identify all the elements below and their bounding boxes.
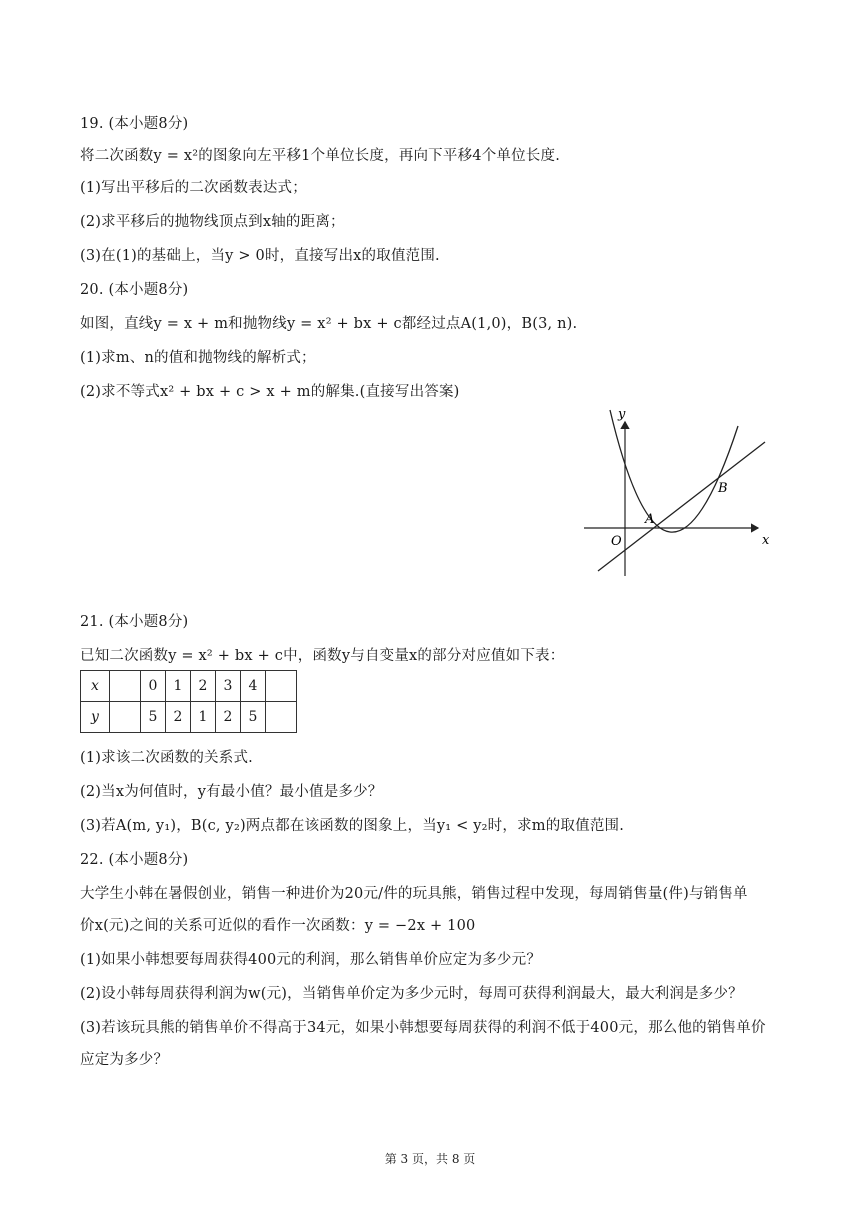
q22-part-2: (2)设小韩每周获得利润为w(元)，当销售单价定为多少元时，每周可获得利润最大，最大利润是多少？: [80, 986, 743, 1002]
q20-header: 20. (本小题8分): [80, 282, 189, 298]
table-cell-empty: [110, 702, 141, 733]
q20-part-1: (1)求m、n的值和抛物线的解析式；: [80, 350, 316, 366]
q21-part-1: (1)求该二次函数的关系式.: [80, 750, 253, 766]
table-cell-empty: [266, 671, 297, 702]
table-cell: 2: [216, 702, 241, 733]
y-axis-label: y: [618, 407, 626, 422]
point-a-label: A: [645, 512, 655, 527]
table-cell: 5: [141, 702, 166, 733]
page-footer: 第 3 页，共 8 页: [384, 1152, 476, 1166]
table-cell-empty: [110, 671, 141, 702]
parabola-curve: [610, 410, 738, 532]
q20-figure: [580, 404, 780, 580]
point-b-label: B: [718, 481, 728, 496]
q19-part-1: (1)写出平移后的二次函数表达式；: [80, 180, 307, 196]
line-y-eq-x-plus-m: [598, 442, 765, 571]
q19-header: 19. (本小题8分): [80, 116, 189, 132]
q19-part-2: (2)求平移后的抛物线顶点到x轴的距离；: [80, 214, 345, 230]
q20-stem: 如图，直线y = x + m和抛物线y = x² + bx + c都经过点A(1,0)，B(3, n).: [80, 316, 578, 332]
q19-part-3: (3)在(1)的基础上，当y > 0时，直接写出x的取值范围.: [80, 248, 440, 264]
table-y-label: y: [81, 702, 110, 733]
q21-header: 21. (本小题8分): [80, 614, 189, 630]
q22-header: 22. (本小题8分): [80, 852, 189, 868]
table-cell: 2: [166, 702, 191, 733]
q21-part-2: (2)当x为何值时，y有最小值？最小值是多少？: [80, 784, 383, 800]
table-x-label: x: [81, 671, 110, 702]
q21-part-3: (3)若A(m, y₁)，B(c, y₂)两点都在该函数的图象上，当y₁ < y₂时，求m的取值范围.: [80, 818, 625, 834]
table-row: [81, 702, 297, 733]
table-cell: 4: [241, 671, 266, 702]
q22-part-3-line-1: (3)若该玩具熊的销售单价不得高于34元，如果小韩想要每周获得的利润不低于400元，那么他的销售单价: [80, 1020, 766, 1036]
table-cell: 0: [141, 671, 166, 702]
origin-label: O: [611, 534, 622, 549]
table-cell-empty: [266, 702, 297, 733]
table-cell: 3: [216, 671, 241, 702]
table-cell: 1: [166, 671, 191, 702]
q22-part-3-line-2: 应定为多少？: [80, 1052, 169, 1068]
q22-stem-line-2: 价x(元)之间的关系可近似的看作一次函数：y = −2x + 100: [80, 918, 476, 934]
q22-stem-line-1: 大学生小韩在暑假创业，销售一种进价为20元/件的玩具熊，销售过程中发现，每周销售量(件)与销售单: [80, 886, 748, 902]
table-cell: 5: [241, 702, 266, 733]
table-cell: 2: [191, 671, 216, 702]
q20-part-2: (2)求不等式x² + bx + c > x + m的解集.(直接写出答案): [80, 384, 460, 400]
q21-value-table: [80, 670, 297, 733]
q21-stem: 已知二次函数y = x² + bx + c中，函数y与自变量x的部分对应值如下表：: [80, 648, 565, 664]
table-row: [81, 671, 297, 702]
table-cell: 1: [191, 702, 216, 733]
x-axis-label: x: [762, 533, 770, 548]
q19-stem: 将二次函数y = x²的图象向左平移1个单位长度，再向下平移4个单位长度.: [80, 148, 561, 164]
q22-part-1: (1)如果小韩想要每周获得400元的利润，那么销售单价应定为多少元？: [80, 952, 542, 968]
